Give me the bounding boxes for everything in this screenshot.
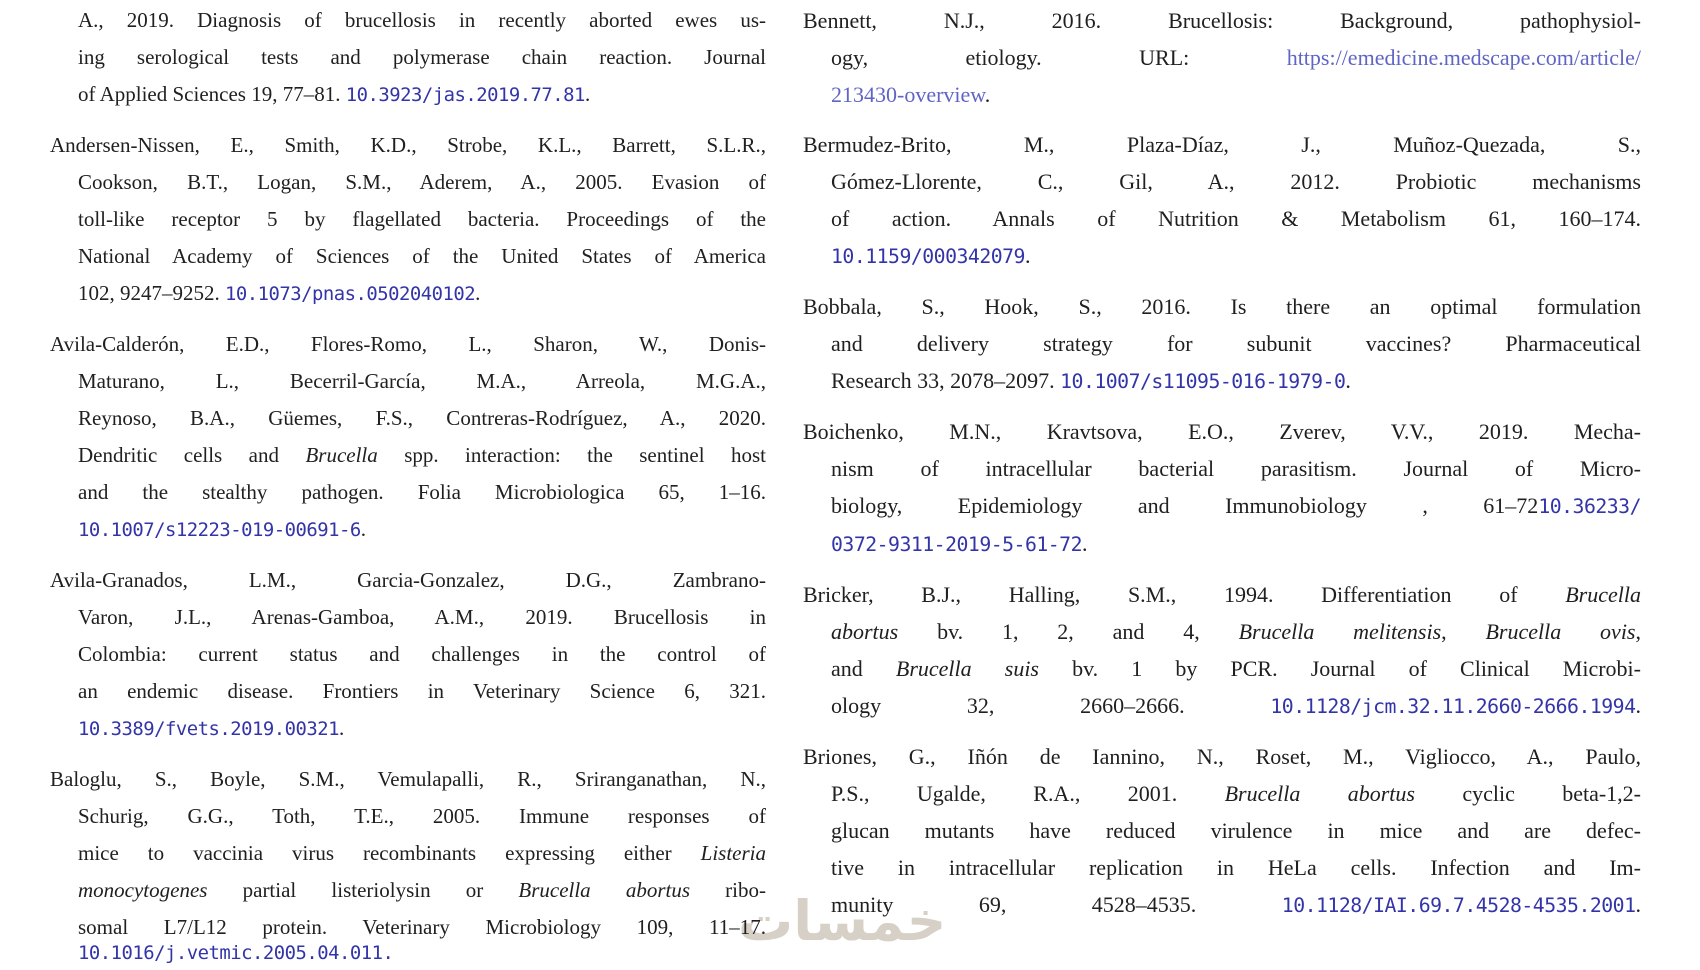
reference-text: Maturano, L., Becerril-García, M.A., Arreola, M.G.A., — [78, 369, 766, 393]
reference-text: Boichenko, M.N., Kravtsova, E.O., Zverev, V.V., 2019. Mecha- — [803, 419, 1641, 444]
reference-text: ology 32, 2660–2666. — [831, 693, 1271, 718]
reference-line — [78, 673, 766, 710]
reference-line — [831, 525, 1641, 563]
reference-text: P.S., Ugalde, R.A., 2001. — [831, 781, 1225, 806]
species-name: Brucella ovis — [1485, 619, 1636, 644]
reference-line — [78, 363, 766, 400]
reference-text: . — [475, 281, 481, 305]
reference-text: Dendritic cells and — [78, 443, 306, 467]
watermark: خمسات — [738, 889, 947, 953]
reference-text: tive in intracellular replication in HeLa cells. Infection and Im- — [831, 855, 1641, 880]
url-link[interactable]: https://emedicine.medscape.com/article/ — [1286, 45, 1641, 70]
reference-text: Cookson, B.T., Logan, S.M., Aderem, A., 2005. Evasion of — [78, 170, 766, 194]
reference-text: Gómez-Llorente, C., Gil, A., 2012. Probiotic mechanisms — [831, 169, 1641, 194]
species-name: Brucella suis — [895, 656, 1039, 681]
reference-line — [78, 599, 766, 636]
doi-link[interactable]: 10.36233/ — [1538, 495, 1641, 518]
reference-text: munity 69, 4528–4535. — [831, 892, 1282, 917]
reference-text: . — [338, 716, 345, 740]
reference-line — [831, 362, 1641, 400]
species-name: Brucella melitensis — [1238, 619, 1442, 644]
reference-item — [803, 2, 1641, 113]
reference-line — [831, 687, 1641, 725]
reference-text: ribo- — [690, 878, 767, 902]
reference-item — [50, 562, 766, 748]
reference-line — [803, 126, 1641, 163]
reference-line — [78, 164, 766, 201]
reference-text: mice to vaccinia virus recombinants expressing either — [78, 841, 701, 865]
reference-text: A., 2019. Diagnosis of brucellosis in recently aborted ewes us- — [78, 8, 766, 32]
species-name: abortus — [831, 619, 899, 644]
reference-text: . — [1635, 693, 1641, 718]
reference-text: nism of intracellular bacterial parasitism. Journal of Micro- — [831, 456, 1641, 481]
references-column-left — [50, 2, 766, 962]
reference-text: ing serological tests and polymerase chain reaction. Journal — [78, 45, 766, 69]
reference-text: . — [984, 82, 991, 107]
doi-link[interactable]: 10.1016/j.vetmic.2005.04.011. — [78, 942, 394, 964]
reference-line — [831, 849, 1641, 886]
reference-item — [50, 326, 766, 549]
reference-item — [803, 288, 1641, 400]
reference-text: Bricker, B.J., Halling, S.M., 1994. Differentiation of — [803, 582, 1566, 607]
reference-line — [78, 835, 766, 872]
reference-text: somal L7/L12 protein. Veterinary Microbiology 109, 11–17. — [78, 915, 766, 939]
reference-text: Avila-Calderón, E.D., Flores-Romo, L., Sharon, W., Donis- — [50, 332, 766, 356]
reference-line — [78, 76, 766, 114]
reference-text: bv. 1 by PCR. Journal of Clinical Microbi- — [1039, 656, 1642, 681]
reference-line — [803, 288, 1641, 325]
reference-item — [803, 413, 1641, 563]
reference-text: Baloglu, S., Boyle, S.M., Vemulapalli, R., Sriranganathan, N., — [50, 767, 766, 791]
reference-line — [78, 2, 766, 39]
reference-item — [803, 126, 1641, 275]
reference-line — [831, 812, 1641, 849]
doi-link[interactable]: 0372-9311-2019-5-61-72 — [831, 533, 1083, 556]
url-link[interactable]: 213430-overview — [831, 82, 985, 107]
reference-text: Reynoso, B.A., Güemes, F.S., Contreras-Rodríguez, A., 2020. — [78, 406, 766, 430]
reference-line — [831, 200, 1641, 237]
reference-text: . — [1345, 368, 1351, 393]
reference-text: . — [1024, 243, 1031, 268]
species-name: monocytogenes — [78, 878, 208, 902]
reference-line — [831, 487, 1641, 525]
reference-text: an endemic disease. Frontiers in Veterinary Science 6, 321. — [78, 679, 766, 703]
reference-line — [78, 511, 766, 549]
reference-text: Varon, J.L., Arenas-Gamboa, A.M., 2019. Brucellosis in — [78, 605, 766, 629]
reference-text: Andersen-Nissen, E., Smith, K.D., Strobe, K.L., Barrett, S.L.R., — [50, 133, 766, 157]
doi-link[interactable]: 10.1128/IAI.69.7.4528-4535.2001 — [1281, 894, 1636, 917]
reference-text: . — [360, 517, 366, 541]
doi-link[interactable]: 10.1159/000342079 — [831, 245, 1025, 268]
doi-link[interactable]: 10.3389/fvets.2019.00321 — [78, 718, 339, 740]
reference-text: biology, Epidemiology and Immunobiology , 61–72 — [831, 493, 1539, 518]
reference-item — [803, 738, 1641, 924]
reference-line — [50, 127, 766, 164]
reference-text: of action. Annals of Nutrition & Metabolism 61, 160–174. — [831, 206, 1641, 231]
reference-line — [831, 886, 1641, 924]
reference-line — [831, 76, 1641, 113]
reference-line — [78, 400, 766, 437]
reference-line — [803, 2, 1641, 39]
reference-text: , — [1635, 619, 1641, 644]
references-column-right — [803, 2, 1641, 937]
reference-text: and delivery strategy for subunit vaccines? Pharmaceutical — [831, 331, 1641, 356]
reference-text: cyclic beta-1,2- — [1414, 781, 1641, 806]
reference-text: . — [584, 82, 591, 106]
doi-link[interactable]: 10.1007/s11095-016-1979-0 — [1060, 370, 1346, 393]
reference-text: Bermudez-Brito, M., Plaza-Díaz, J., Muñoz-Quezada, S., — [803, 132, 1641, 157]
reference-text: glucan mutants have reduced virulence in mice and are defec- — [831, 818, 1641, 843]
reference-line — [78, 636, 766, 673]
reference-line — [831, 613, 1641, 650]
reference-line — [78, 201, 766, 238]
reference-line — [803, 576, 1641, 613]
reference-line — [50, 761, 766, 798]
reference-text: of Applied Sciences 19, 77–81. — [78, 82, 346, 106]
reference-text: bv. 1, 2, and 4, — [898, 619, 1239, 644]
species-name: Brucella abortus — [1224, 781, 1415, 806]
species-name: Brucella abortus — [518, 878, 691, 902]
reference-line — [78, 798, 766, 835]
reference-line — [831, 450, 1641, 487]
species-name: Brucella — [305, 443, 378, 467]
reference-line — [78, 39, 766, 76]
reference-line — [78, 710, 766, 748]
reference-text: Schurig, G.G., Toth, T.E., 2005. Immune responses of — [78, 804, 766, 828]
reference-item — [803, 576, 1641, 725]
reference-line — [831, 325, 1641, 362]
reference-line — [50, 562, 766, 599]
reference-text: Bobbala, S., Hook, S., 2016. Is there an optimal formulation — [803, 294, 1641, 319]
doi-link[interactable]: 10.1128/jcm.32.11.2660-2666.1994 — [1270, 695, 1636, 718]
reference-text: Briones, G., Iñón de Iannino, N., Roset, M., Vigliocco, A., Paulo, — [803, 744, 1641, 769]
reference-text: , — [1441, 619, 1486, 644]
reference-line — [78, 437, 766, 474]
species-name: Listeria — [700, 841, 766, 865]
reference-text: Avila-Granados, L.M., Garcia-Gonzalez, D.G., Zambrano- — [50, 568, 766, 592]
reference-item — [50, 127, 766, 313]
reference-text: Colombia: current status and challenges in the control of — [78, 642, 766, 666]
reference-text: ogy, etiology. URL: — [831, 45, 1287, 70]
reference-text: . — [1082, 531, 1088, 556]
reference-text: toll-like receptor 5 by flagellated bacteria. Proceedings of the — [78, 207, 766, 231]
doi-link[interactable]: 10.3923/jas.2019.77.81 — [345, 84, 585, 106]
reference-line — [803, 413, 1641, 450]
reference-item — [50, 761, 767, 964]
doi-link[interactable]: 10.1073/pnas.0502040102 — [225, 283, 476, 305]
reference-text: spp. interaction: the sentinel host — [377, 443, 766, 467]
reference-text: . — [1635, 892, 1641, 917]
doi-link[interactable]: 10.1007/s12223-019-00691-6 — [78, 519, 361, 541]
reference-line — [78, 872, 766, 909]
reference-text: Bennett, N.J., 2016. Brucellosis: Background, pathophysiol- — [803, 8, 1641, 33]
reference-line — [78, 275, 766, 313]
reference-item — [50, 2, 766, 114]
reference-line — [831, 163, 1641, 200]
reference-text: National Academy of Sciences of the United States of America — [78, 244, 766, 268]
reference-text: and the stealthy pathogen. Folia Microbiologica 65, 1–16. — [78, 480, 766, 504]
reference-line — [803, 738, 1641, 775]
reference-text: Research 33, 2078–2097. — [831, 368, 1061, 393]
reference-line — [78, 238, 766, 275]
reference-line — [831, 39, 1641, 76]
reference-line — [831, 650, 1641, 687]
reference-text: and — [831, 656, 896, 681]
reference-text: partial listeriolysin or — [207, 878, 519, 902]
reference-line — [50, 326, 766, 363]
reference-line — [78, 474, 766, 511]
reference-text: 102, 9247–9252. — [78, 281, 225, 305]
reference-line — [831, 237, 1641, 275]
reference-line — [831, 775, 1641, 812]
species-name: Brucella — [1565, 582, 1641, 607]
